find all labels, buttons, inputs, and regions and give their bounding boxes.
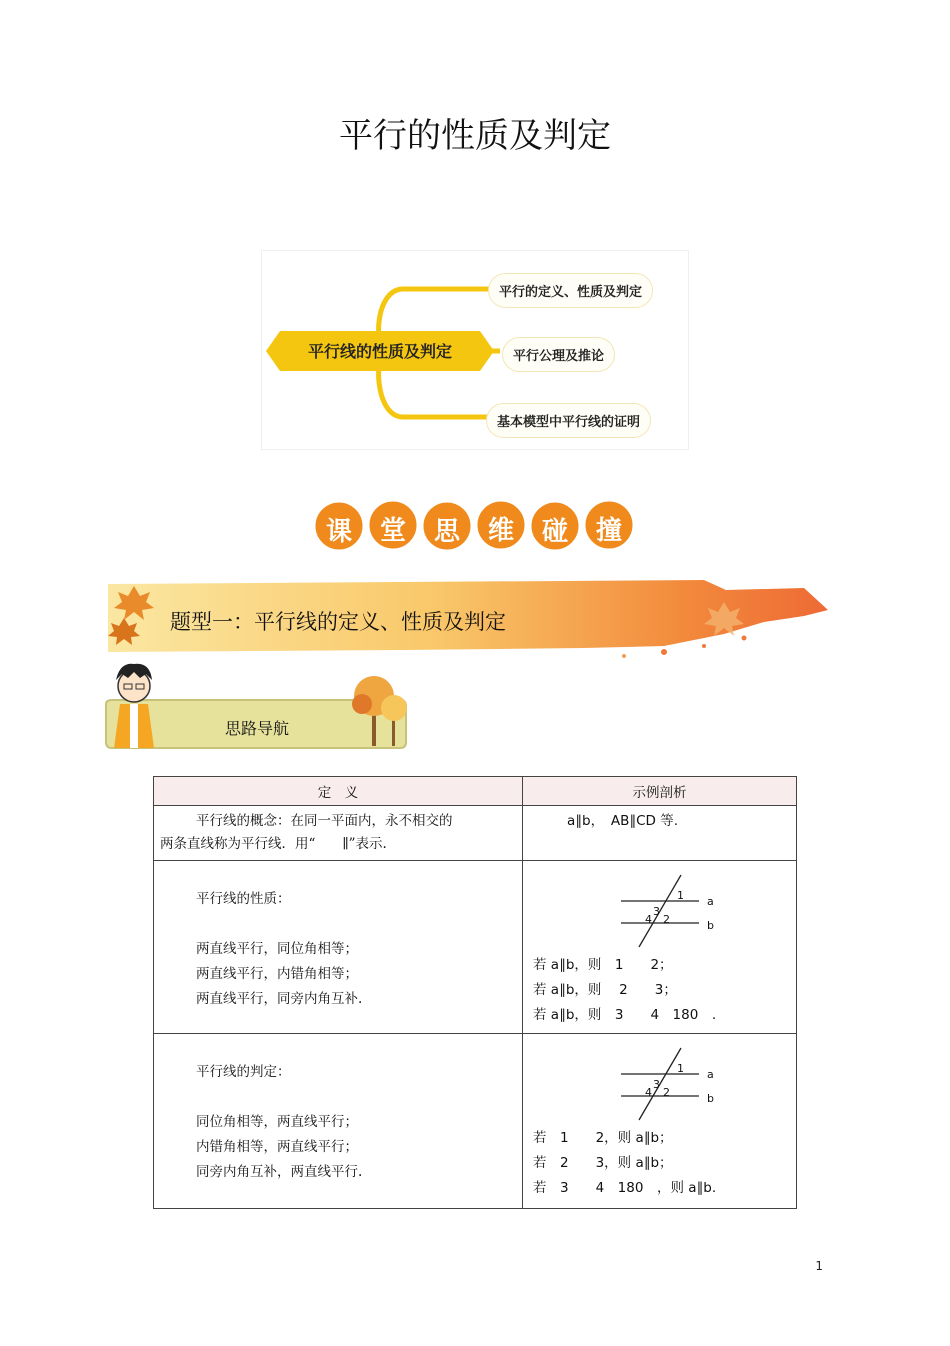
criterion-title: 平行线的判定： bbox=[196, 1064, 291, 1080]
student-avatar-icon bbox=[114, 664, 154, 748]
criterion-line: 同位角相等，两直线平行； bbox=[196, 1114, 358, 1130]
banner-char: 维 bbox=[487, 516, 514, 546]
figure-label: 2 bbox=[663, 1086, 670, 1099]
guide-label: 思路导航 bbox=[225, 719, 290, 738]
property-line: 两直线平行，内错角相等； bbox=[196, 966, 358, 982]
banner-char: 思 bbox=[433, 517, 460, 547]
table-row bbox=[154, 806, 797, 861]
topic-heading: 题型一：平行线的定义、性质及判定 bbox=[170, 610, 506, 634]
banner-char: 课 bbox=[325, 517, 352, 547]
page-title: 平行的性质及判定 bbox=[339, 116, 611, 156]
table-row bbox=[154, 1034, 797, 1209]
table-header-row bbox=[154, 777, 797, 806]
banner-char: 堂 bbox=[379, 516, 406, 546]
page-number: 1 bbox=[815, 1259, 823, 1273]
banner-char: 撞 bbox=[595, 516, 622, 546]
figure-label: 2 bbox=[663, 913, 670, 926]
figure-label: 3 bbox=[653, 905, 660, 918]
criterion-line: 同旁内角互补，两直线平行. bbox=[196, 1164, 363, 1180]
parallel-lines-figure bbox=[613, 871, 733, 951]
table-header-definition: 定 义 bbox=[154, 777, 523, 806]
property-example: 若 a∥b，则 1 2； bbox=[533, 957, 673, 973]
parallel-lines-figure bbox=[613, 1044, 733, 1124]
criterion-example: 若 3 4 180 ，则 a∥b. bbox=[533, 1180, 717, 1196]
property-line: 两直线平行，同旁内角互补. bbox=[196, 991, 363, 1007]
banner-char: 碰 bbox=[541, 517, 568, 547]
figure-label: b bbox=[707, 1092, 714, 1105]
figure-label: b bbox=[707, 919, 714, 932]
mind-map-center: 平行线的性质及判定 bbox=[307, 342, 452, 361]
mind-map-branch-model: 基本模型中平行线的证明 bbox=[486, 403, 651, 438]
definition-line: 两条直线称为平行线．用“ ∥”表示. bbox=[160, 836, 387, 852]
figure-label: 4 bbox=[645, 913, 652, 926]
definition-line: 平行线的概念：在同一平面内，永不相交的 bbox=[196, 813, 453, 829]
figure-label: 1 bbox=[677, 889, 684, 902]
property-line: 两直线平行，同位角相等； bbox=[196, 941, 358, 957]
section-banner bbox=[312, 498, 636, 554]
mind-map-branch-axiom: 平行公理及推论 bbox=[502, 337, 615, 372]
figure-label: 4 bbox=[645, 1086, 652, 1099]
definitions-table bbox=[153, 776, 797, 1209]
figure-label: a bbox=[707, 895, 714, 908]
criterion-example: 若 2 3，则 a∥b； bbox=[533, 1155, 673, 1171]
figure-label: 3 bbox=[653, 1078, 660, 1091]
criterion-line: 内错角相等，两直线平行； bbox=[196, 1139, 358, 1155]
property-example: 若 a∥b，则 2 3； bbox=[533, 982, 677, 998]
figure-label: 1 bbox=[677, 1062, 684, 1075]
figure-label: a bbox=[707, 1068, 714, 1081]
criterion-example: 若 1 2，则 a∥b； bbox=[533, 1130, 673, 1146]
table-header-example: 示例剖析 bbox=[523, 777, 797, 806]
mind-map bbox=[261, 250, 689, 450]
mind-map-branch-definition: 平行的定义、性质及判定 bbox=[488, 273, 653, 308]
property-title: 平行线的性质： bbox=[196, 891, 291, 907]
table-row bbox=[154, 861, 797, 1034]
example-text: a∥b， AB∥CD 等. bbox=[567, 813, 678, 829]
property-example: 若 a∥b，则 3 4 180 . bbox=[533, 1007, 717, 1023]
